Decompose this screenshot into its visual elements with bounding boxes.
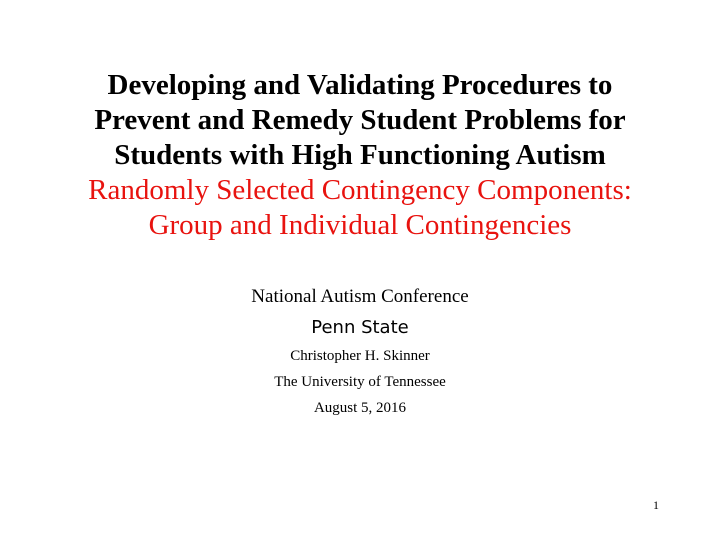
title-line-2: Prevent and Remedy Student Problems for xyxy=(94,104,626,136)
presenter-name: Christopher H. Skinner xyxy=(290,348,430,364)
presentation-date: August 5, 2016 xyxy=(313,400,407,416)
title-line-3: Students with High Functioning Autism xyxy=(114,139,606,171)
affiliation: The University of Tennessee xyxy=(274,374,446,390)
slide-title-block xyxy=(40,68,680,243)
conference-name: National Autism Conference xyxy=(251,286,469,307)
title-line-1: Developing and Validating Procedures to xyxy=(107,69,613,101)
subtitle-line-2: Group and Individual Contingencies xyxy=(148,209,572,241)
presentation-info xyxy=(140,284,580,423)
venue-name: Penn State xyxy=(311,317,409,338)
subtitle-line-1: Randomly Selected Contingency Components: xyxy=(88,174,632,206)
page-number: 1 xyxy=(653,498,659,512)
